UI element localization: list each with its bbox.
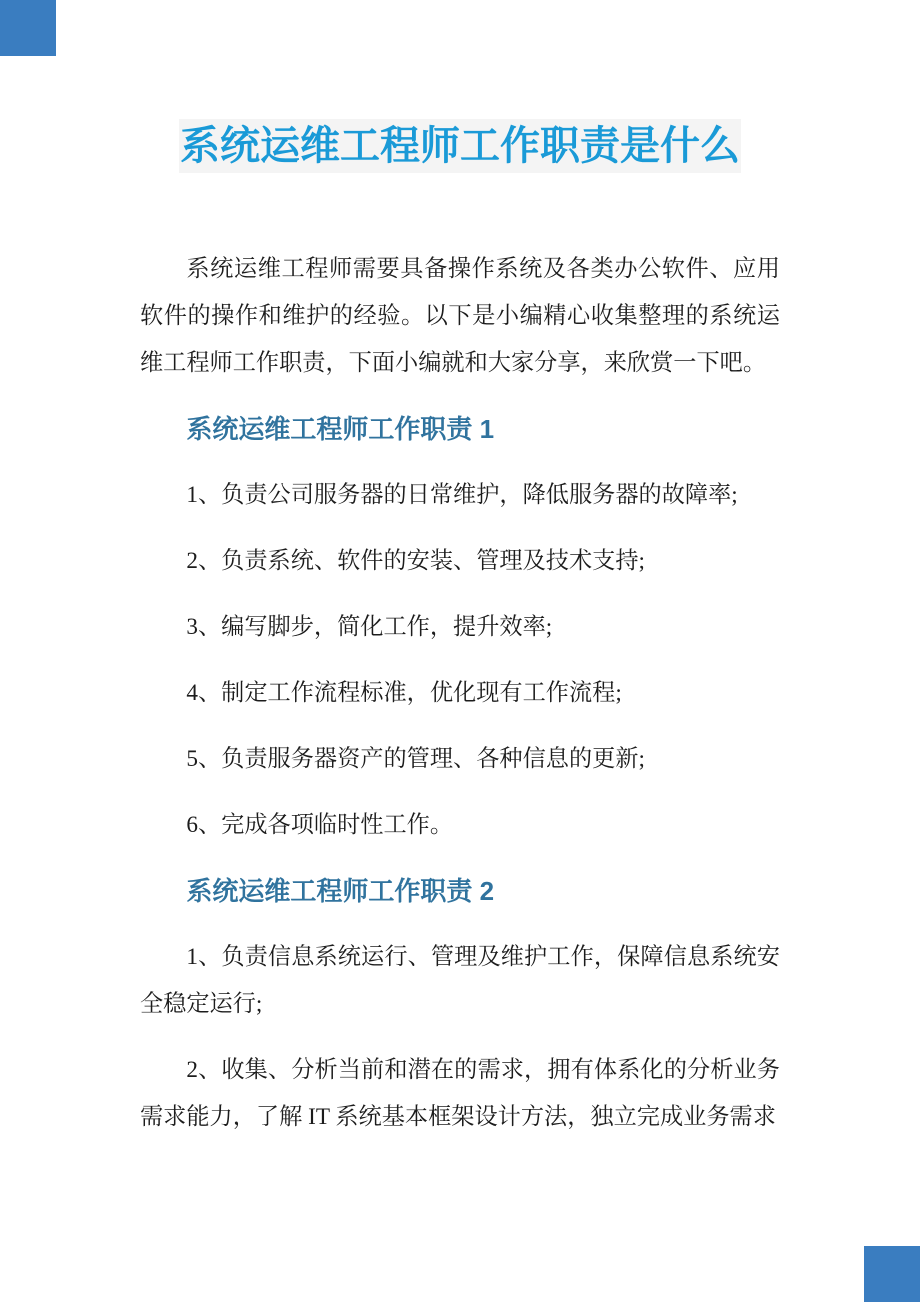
corner-decoration-top-left [0, 0, 56, 56]
section-1-heading: 系统运维工程师工作职责 1 [186, 414, 495, 444]
title-highlight-band [179, 119, 741, 173]
section-2-heading: 系统运维工程师工作职责 2 [186, 876, 495, 906]
section-1-list-item: 2、负责系统、软件的安装、管理及技术支持; [186, 548, 645, 574]
corner-decoration-bottom-right [864, 1246, 920, 1302]
section-1-list-item: 3、编写脚步，简化工作，提升效率; [186, 614, 553, 640]
section-1-list-item: 4、制定工作流程标准，优化现有工作流程; [186, 680, 622, 706]
section-1-list-item: 5、负责服务器资产的管理、各种信息的更新; [186, 746, 645, 772]
section-2-list-item: 2、收集、分析当前和潜在的需求，拥有体系化的分析业务需求能力，了解 IT 系统基本框架设计方法，独立完成业务需求 [140, 1057, 780, 1130]
intro-paragraph: 系统运维工程师需要具备操作系统及各类办公软件、应用软件的操作和维护的经验。以下是小编精心收集整理的系统运维工程师工作职责，下面小编就和大家分享，来欣赏一下吧。 [140, 256, 780, 376]
document-title: 系统运维工程师工作职责是什么 [180, 124, 740, 168]
section-2-list-item: 1、负责信息系统运行、管理及维护工作，保障信息系统安全稳定运行; [140, 944, 780, 1017]
section-1-list-item: 6、完成各项临时性工作。 [186, 812, 454, 838]
section-1-list-item: 1、负责公司服务器的日常维护，降低服务器的故障率; [186, 482, 738, 508]
document-body [140, 246, 780, 1160]
